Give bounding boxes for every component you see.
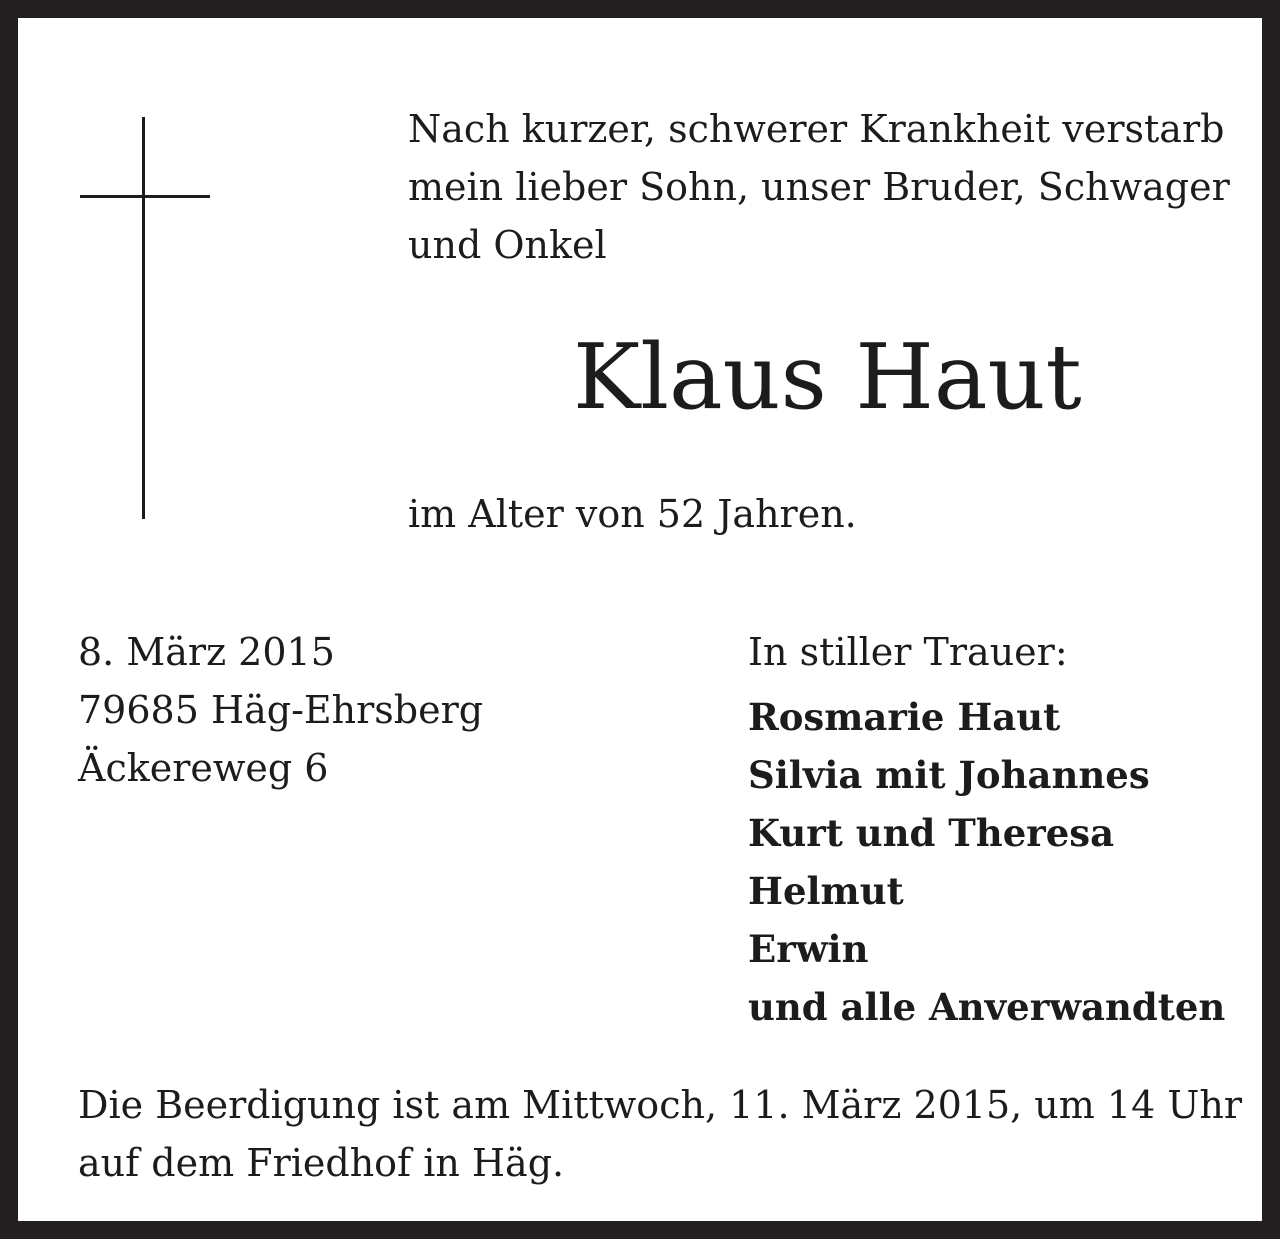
age-line: im Alter von 52 Jahren. <box>408 492 857 536</box>
intro-line: und Onkel <box>408 223 607 267</box>
date-line: 8. März 2015 <box>78 630 335 674</box>
mourner-name: Kurt und Theresa <box>748 811 1115 855</box>
mourner-name: und alle Anverwandten <box>748 985 1226 1029</box>
mourning-heading: In stiller Trauer: <box>748 630 1068 674</box>
mourners-list <box>748 688 1225 1036</box>
mourner-name: Erwin <box>748 927 869 971</box>
street-line: Äckereweg 6 <box>78 746 329 790</box>
funeral-line: auf dem Friedhof in Häg. <box>78 1141 565 1185</box>
intro-line: mein lieber Sohn, unser Bruder, Schwager <box>408 165 1230 209</box>
funeral-notice <box>78 1076 1242 1192</box>
city-line: 79685 Häg-Ehrsberg <box>78 688 484 732</box>
mourner-name: Silvia mit Johannes <box>748 753 1150 797</box>
mourner-name: Rosmarie Haut <box>748 695 1061 739</box>
intro-text <box>408 100 1230 274</box>
intro-line: Nach kurzer, schwerer Krankheit verstarb <box>408 107 1225 151</box>
mourner-name: Helmut <box>748 869 904 913</box>
funeral-line: Die Beerdigung ist am Mittwoch, 11. März 2015, um 14 Uhr <box>78 1083 1242 1127</box>
cross-vertical-bar <box>142 117 145 519</box>
deceased-name: Klaus Haut <box>573 325 1082 430</box>
cross-horizontal-bar <box>80 195 210 198</box>
date-and-address <box>78 623 483 797</box>
